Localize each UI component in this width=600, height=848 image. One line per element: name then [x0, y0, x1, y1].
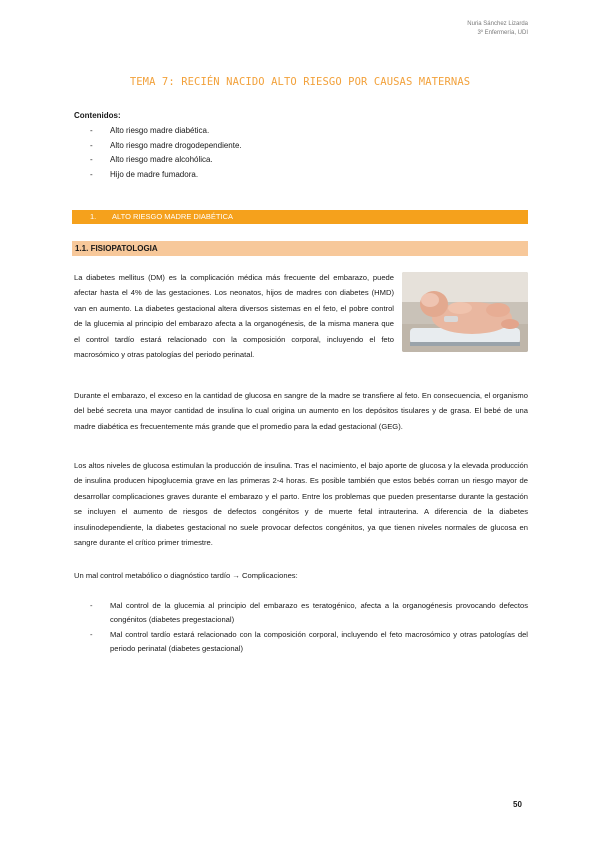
dash-bullet: -	[90, 126, 93, 135]
complications-list	[90, 599, 528, 657]
complication-item-label: Mal control de la glucemia al principio del embarazo es teratogénico, afecta a la organogénesis provocando defectos congénitos (diabetes pregestacional)	[110, 601, 528, 625]
complications-label: Un mal control metabólico o diagnóstico tardío → Complicaciones:	[74, 571, 298, 580]
dash-bullet: -	[90, 629, 93, 639]
page-number: 50	[513, 800, 522, 809]
list-item	[90, 599, 528, 628]
subsection-header-bar	[72, 241, 528, 256]
list-item	[90, 153, 242, 168]
contents-item-label: Alto riesgo madre alcohólica.	[110, 155, 213, 164]
dash-bullet: -	[90, 155, 93, 164]
list-item	[90, 124, 242, 139]
list-item	[90, 139, 242, 154]
section-number: 1.	[90, 212, 97, 221]
subsection-title: 1.1. FISIOPATOLOGIA	[75, 244, 158, 253]
header-meta	[467, 20, 528, 38]
dash-bullet: -	[90, 140, 93, 150]
paragraph-insulin: Los altos niveles de glucosa estimulan la producción de insulina. Tras el nacimiento, el bajo aporte de glucosa y la elevada producción de insulina producen hipoglucemia grave en las primeras 2-4 horas. Es posible también que estos bebés corran un riesgo mayor de desarrollar complicaciones graves durante el embarazo y el parto. Entre los problemas que pueden presentarse durante la gestación se incluyen el aumento de riesgos de defectos congénitos y de muerte fetal intrauterina. A diferencia de la diabetes insulinodependiente, la diabetes gestacional no suele provocar defectos congénitos, ya que tienen niveles normales de glucosa en sangre durante el crítico primer trimestre.	[74, 461, 528, 548]
dash-bullet: -	[90, 601, 93, 610]
course-name: 3º Enfermería, UDI	[477, 30, 528, 36]
complication-item-label: Mal control tardío estará relacionado con la composición corporal, incluyendo el feto macrosómico y otras patologías del periodo perinatal (diabetes gestacional)	[110, 629, 528, 654]
contents-list	[90, 124, 242, 182]
page-title: TEMA 7: RECIÉN NACIDO ALTO RIESGO POR CAUSAS MATERNAS	[129, 76, 471, 88]
contents-item-label: Hijo de madre fumadora.	[110, 169, 199, 179]
list-item	[90, 168, 242, 183]
newborn-photo	[402, 272, 528, 352]
contents-label: Contenidos:	[74, 111, 121, 120]
list-item	[90, 628, 528, 657]
paragraph-glucose-transfer: Durante el embarazo, el exceso en la cantidad de glucosa en sangre de la madre se transfiere al feto. En consecuencia, el organismo del bebé secreta una mayor cantidad de insulina lo cual origina un aumento en los depósitos tisulares y de grasa. El bebé de una madre diabética es frecuentemente más grande que el promedio para la edad gestacional (GEG).	[74, 391, 528, 431]
contents-item-label: Alto riesgo madre drogodependiente.	[110, 140, 242, 150]
author-name: Nuria Sánchez Lizarda	[467, 21, 528, 27]
contents-item-label: Alto riesgo madre diabética.	[110, 126, 210, 135]
section-title: ALTO RIESGO MADRE DIABÉTICA	[112, 212, 233, 221]
section-header-bar	[72, 210, 528, 224]
paragraph-intro: La diabetes mellitus (DM) es la complicación médica más frecuente del embarazo, puede afectar hasta el 4% de las gestaciones. Los neonatos, hijos de madres con diabetes (HMD) van en aumento. La diabetes gestacional altera diversos sistemas en el feto, el pobre control de la glucemia al principio del embarazo afecta a la organogénesis, de la misma manera que el control tardío estará relacionado con la composición corporal, incluyendo el feto macrosómico y otras patologías del periodo perinatal.	[74, 273, 394, 360]
dash-bullet: -	[90, 169, 93, 179]
